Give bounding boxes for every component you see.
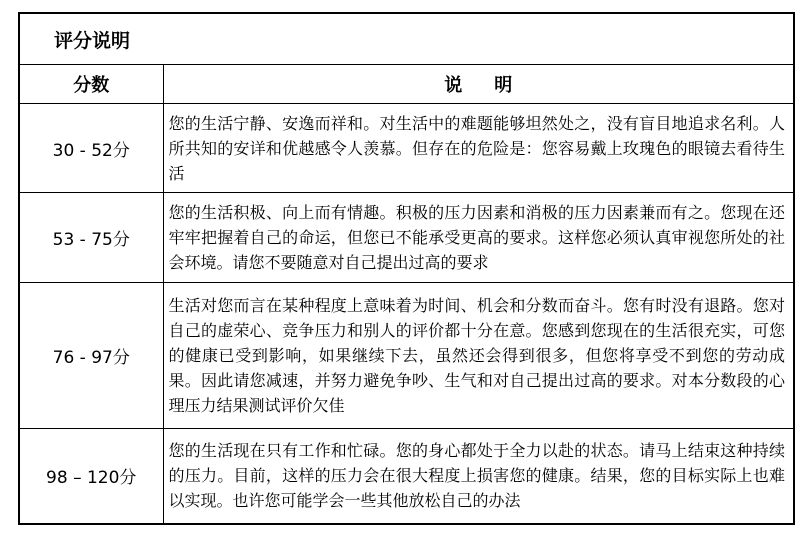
table-row [19, 429, 794, 524]
score-description: 您的生活积极、向上而有情趣。积极的压力因素和消极的压力因素兼而有之。您现在还牢牢把握着自己的命运，但您已不能承受更高的要求。这样您必须认真审视您所处的社会环境。请您不要随意对自己提出过高的要求 [163, 193, 794, 283]
table-row [19, 104, 794, 193]
title-row [19, 13, 794, 65]
score-explanation-sheet [18, 12, 795, 525]
score-table [18, 12, 795, 525]
header-description: 说明 [163, 65, 794, 104]
table-row [19, 283, 794, 429]
score-description: 您的生活现在只有工作和忙碌。您的身心都处于全力以赴的状态。请马上结束这种持续的压力。目前，这样的压力会在很大程度上损害您的健康。结果，您的目标实际上也难以实现。也许您可能学会一些其他放松自己的办法 [163, 429, 794, 524]
score-range: 53 - 75分 [19, 193, 163, 283]
header-score: 分数 [19, 65, 163, 104]
score-description: 您的生活宁静、安逸而祥和。对生活中的难题能够坦然处之，没有盲目地追求名利。人所共知的安详和优越感令人羡慕。但存在的危险是：您容易戴上玫瑰色的眼镜去看待生活 [163, 104, 794, 193]
score-range: 76 - 97分 [19, 283, 163, 429]
header-row [19, 65, 794, 104]
score-description: 生活对您而言在某种程度上意味着为时间、机会和分数而奋斗。您有时没有退路。您对自己的虚荣心、竞争压力和别人的评价都十分在意。您感到您现在的生活很充实，可您的健康已受到影响，如果继续下去，虽然还会得到很多，但您将享受不到您的劳动成果。因此请您减速，并努力避免争吵、生气和对自己提出过高的要求。对本分数段的心理压力结果测试评价欠佳 [163, 283, 794, 429]
score-range: 98 – 120分 [19, 429, 163, 524]
table-title: 评分说明 [19, 13, 794, 65]
score-range: 30 - 52分 [19, 104, 163, 193]
table-row [19, 193, 794, 283]
